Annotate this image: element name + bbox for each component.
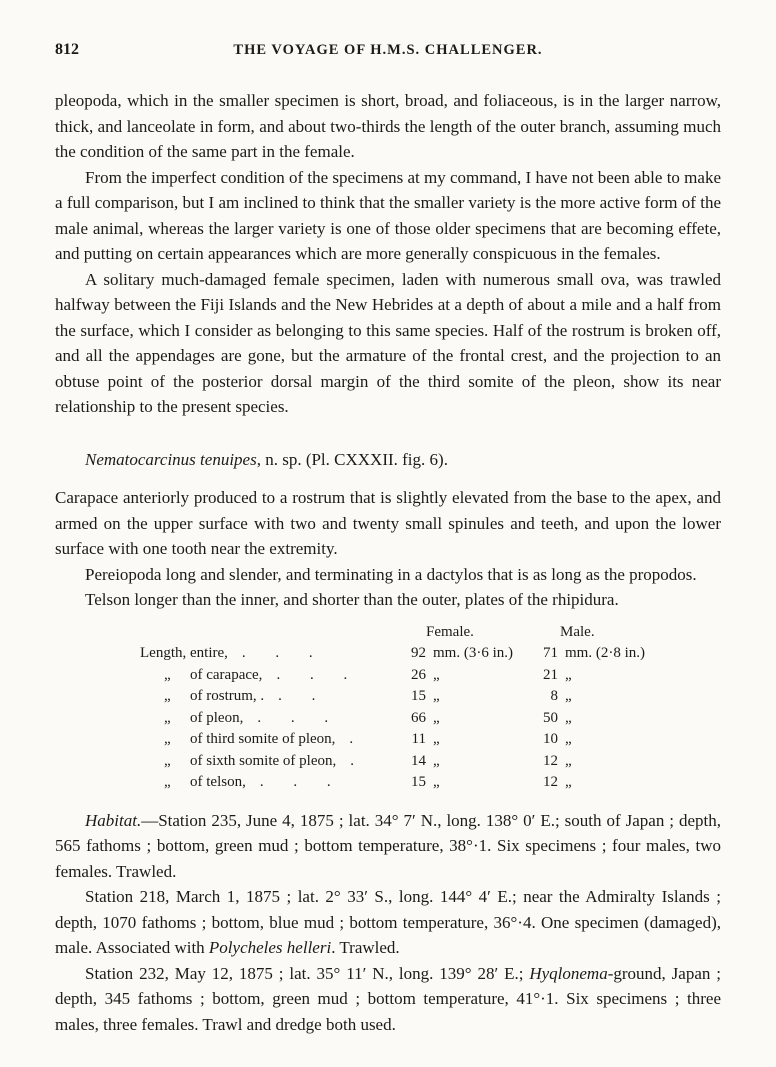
species-name-suffix: , n. sp. (Pl. CXXXII. fig. 6). <box>256 449 448 469</box>
row-leader-dots: . <box>349 731 367 747</box>
description-paragraph-2: Pereiopoda long and slender, and terminating in a dactylos that is as long as the propodos. <box>85 564 697 584</box>
habitat-paragraph-1: Habitat.—Station 235, June 4, 1875 ; lat. 34° 7′ N., long. 138° 0′ E.; south of Japan ; depth, 565 fathoms ; bottom, green mud ; bottom temperature, 38°·1. Six specimens ; four males, two females. Trawled. <box>55 810 721 881</box>
row-ditto: „ <box>164 666 171 683</box>
value-male: 8 „ <box>550 688 572 704</box>
row-leader-dots: . . . <box>241 645 326 661</box>
value-female: 26 „ <box>411 666 440 683</box>
description-paragraph-3: Telson longer than the inner, and shorter than the outer, plates of the rhipidura. <box>85 590 619 609</box>
value-female: 14 „ <box>411 752 440 769</box>
value-male: 71 mm. (2·8 in.) <box>543 645 645 661</box>
habitat-label: Habitat. <box>85 810 142 830</box>
row-label: of pleon, <box>190 709 244 726</box>
table-row <box>140 751 721 773</box>
row-label: of rostrum, . <box>190 688 265 704</box>
row-ditto: „ <box>164 731 171 747</box>
value-female: 92 mm. (3·6 in.) <box>411 645 513 661</box>
value-female: 66 „ <box>411 709 440 726</box>
row-leader-dots: . . . <box>259 774 344 790</box>
row-leader-dots: . . . <box>257 709 342 726</box>
page-number: 812 <box>55 41 79 58</box>
table-row <box>140 708 721 730</box>
intro-paragraph-2: From the imperfect condition of the specimens at my command, I have not been able to make a full comparison, but I am inclined to think that the smaller variety is the more active form of the male animal, whereas the larger variety is one of those older specimens that are becoming effete, and putting on certain appearances which are more generally conspicuous in the females. <box>55 167 721 263</box>
running-title: THE VOYAGE OF H.M.S. CHALLENGER. <box>233 42 543 58</box>
row-ditto: „ <box>164 774 171 790</box>
value-male: 12 „ <box>543 752 572 769</box>
value-male: 50 „ <box>543 709 572 726</box>
table-row <box>140 643 721 665</box>
habitat-paragraph-3: Station 232, May 12, 1875 ; lat. 35° 11′ N., long. 139° 28′ E.; Hyqlonema-ground, Japan ; depth, 345 fathoms ; bottom, green mud ; bottom temperature, 41°·1. Six specimens ; three males, three females. Trawl and dredge both used. <box>55 963 721 1034</box>
measurements-table <box>140 622 721 794</box>
intro-paragraph-1: pleopoda, which in the smaller specimen is short, broad, and foliaceous, is in the larger narrow, thick, and lanceolate in form, and about two-thirds the length of the outer branch, assuming much the condition of the same part in the female. <box>55 91 721 161</box>
table-row <box>140 686 721 708</box>
table-header-spacer <box>140 622 402 644</box>
ground-type-name: Hyqlonema <box>529 963 608 983</box>
table-header-row <box>140 622 721 644</box>
page-body <box>55 88 721 1037</box>
description-paragraph-1: Carapace anteriorly produced to a rostrum that is slightly elevated from the base to the apex, and armed on the upper surface with two and twenty small spinules and teeth, and upon the lower surface with one tooth near the extremity. <box>55 488 721 558</box>
row-leader-dots: . <box>350 752 367 769</box>
intro-paragraph-3: A solitary much-damaged female specimen, laden with numerous small ova, was trawled halfway between the Fiji Islands and the New Hebrides at a depth of about a mile and a half from the surface, which I consider as belonging to this same species. Half of the rostrum is broken off, and all the appendages are gone, but the armature of the frontal crest, and the projection to an obtuse point of the posterior dorsal margin of the third somite of the pleon, show its near relationship to the present species. <box>55 269 721 416</box>
associated-species-name: Polycheles helleri <box>208 938 332 957</box>
column-header-male: Male. <box>560 623 595 640</box>
value-male: 21 „ <box>543 666 572 683</box>
row-ditto: „ <box>164 688 171 704</box>
value-female: 15 „ <box>411 688 440 704</box>
column-header-female: Female. <box>426 623 474 640</box>
value-male: 10 „ <box>543 731 572 747</box>
page-header <box>55 38 721 62</box>
habitat-section <box>55 808 721 1038</box>
habitat-paragraph-2: Station 218, March 1, 1875 ; lat. 2° 33′ S., long. 144° 4′ E.; near the Admiralty Islands ; depth, 1070 fathoms ; bottom, blue mud ; bottom temperature, 36°·4. One specimen (damaged), male. Associated with Polycheles helleri. Trawled. <box>55 887 721 957</box>
row-leader-dots: . . . <box>276 666 361 683</box>
row-label: of carapace, <box>190 666 263 683</box>
value-male: 12 „ <box>543 774 572 790</box>
row-label: of sixth somite of pleon, <box>190 752 337 769</box>
value-female: 11 „ <box>411 731 440 747</box>
row-label: of telson, <box>190 774 246 790</box>
species-name: Nematocarcinus tenuipes <box>85 449 257 469</box>
table-row <box>140 665 721 687</box>
value-female: 15 „ <box>411 774 440 790</box>
row-label: Length, entire, <box>140 645 228 661</box>
row-ditto: „ <box>164 709 171 726</box>
table-row <box>140 729 721 751</box>
species-heading <box>55 447 721 473</box>
row-leader-dots: . . <box>278 688 329 704</box>
table-row <box>140 772 721 794</box>
row-label: of third somite of pleon, <box>190 731 336 747</box>
row-ditto: „ <box>164 752 171 769</box>
